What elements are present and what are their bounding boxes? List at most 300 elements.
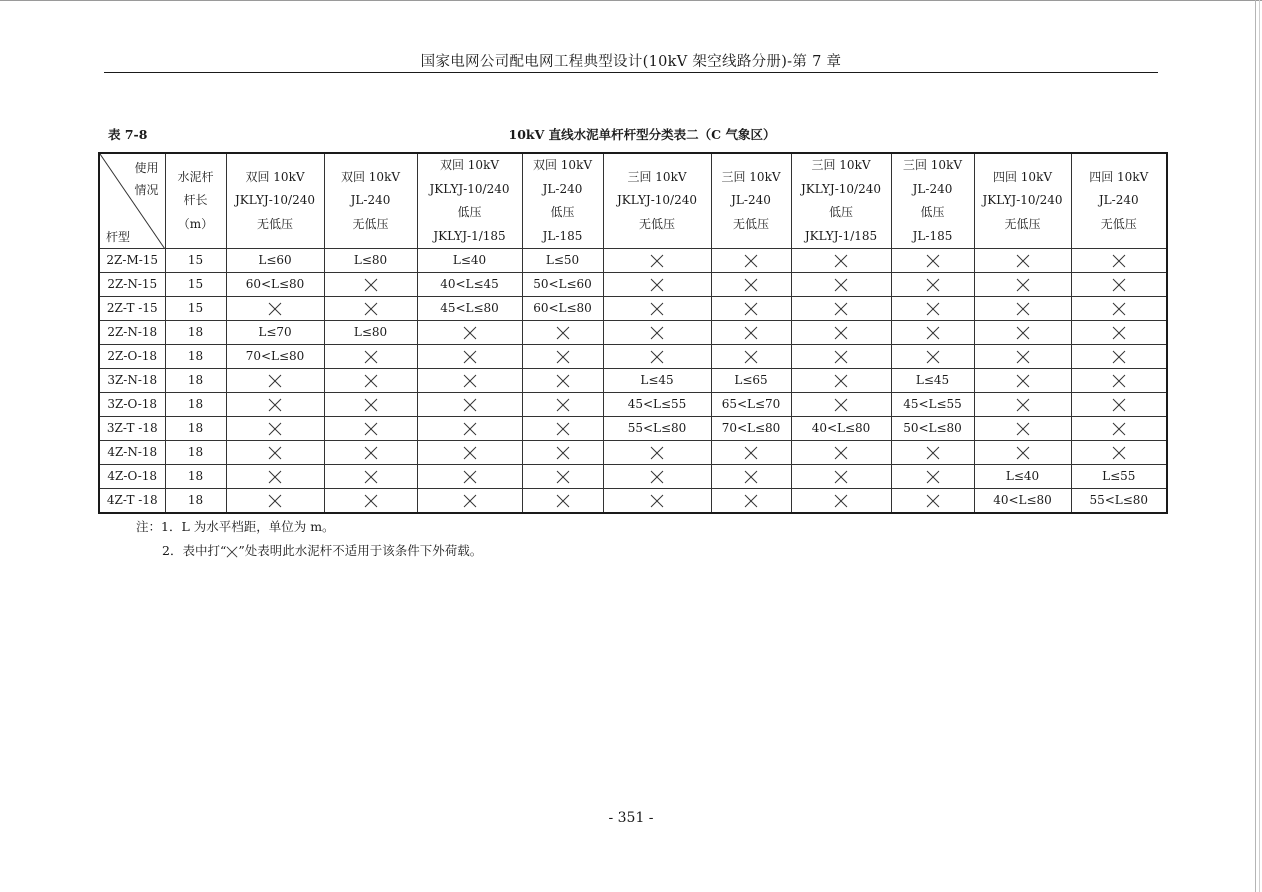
not-applicable-icon: [556, 326, 570, 340]
not-applicable-icon: [744, 254, 758, 268]
not-applicable-icon: [463, 350, 477, 364]
not-applicable-icon: [744, 278, 758, 292]
not-applicable-mark: [463, 397, 477, 411]
span-limit-cell: [603, 441, 711, 465]
not-applicable-icon: [463, 374, 477, 388]
span-limit-cell: [1071, 393, 1167, 417]
not-applicable-icon: [650, 278, 664, 292]
pole-type-cell: 3Z-O-18: [99, 393, 165, 417]
span-limit-cell: L≤80: [324, 321, 417, 345]
not-applicable-icon: [364, 398, 378, 412]
not-applicable-mark: [926, 445, 940, 459]
not-applicable-icon: [364, 446, 378, 460]
not-applicable-mark: [834, 325, 848, 339]
note-1: 注：1．L 为水平档距，单位为 m。: [136, 519, 335, 534]
not-applicable-icon: [834, 278, 848, 292]
not-applicable-mark: [364, 301, 378, 315]
span-limit-cell: [891, 489, 974, 514]
not-applicable-icon: [463, 494, 477, 508]
pole-type-cell: 4Z-O-18: [99, 465, 165, 489]
span-limit-cell: 55<L≤80: [603, 417, 711, 441]
not-applicable-mark: [926, 301, 940, 315]
not-applicable-mark: [1112, 349, 1126, 363]
not-applicable-icon: [744, 494, 758, 508]
not-applicable-icon: [744, 470, 758, 484]
not-applicable-mark: [556, 493, 570, 507]
not-applicable-mark: [463, 373, 477, 387]
not-applicable-icon: [834, 326, 848, 340]
span-limit-cell: 60<L≤80: [522, 297, 603, 321]
span-limit-cell: [974, 249, 1071, 273]
span-limit-cell: [324, 273, 417, 297]
page-header: 国家电网公司配电网工程典型设计(10kV 架空线路分册)-第 7 章: [420, 54, 842, 70]
not-applicable-mark: [463, 421, 477, 435]
span-limit-cell: [974, 393, 1071, 417]
column-header-4: 双回 10kV JKLYJ-10/240 低压 JKLYJ-1/185: [417, 153, 522, 249]
not-applicable-mark: [744, 253, 758, 267]
span-limit-cell: [1071, 345, 1167, 369]
span-limit-cell: [324, 441, 417, 465]
not-applicable-mark: [744, 277, 758, 291]
span-limit-cell: [891, 273, 974, 297]
column-header-5: 双回 10kV JL-240 低压 JL-185: [522, 153, 603, 249]
page-frame-right: [1255, 0, 1256, 892]
span-limit-cell: 40<L≤80: [791, 417, 891, 441]
span-limit-cell: [324, 369, 417, 393]
pole-type-cell: 4Z-T -18: [99, 489, 165, 514]
span-limit-cell: L≤70: [226, 321, 324, 345]
pole-length-cell: 18: [165, 345, 226, 369]
not-applicable-icon: [463, 398, 477, 412]
not-applicable-mark: [1016, 325, 1030, 339]
span-limit-cell: [522, 441, 603, 465]
table-row: [99, 441, 1167, 465]
not-applicable-mark: [744, 349, 758, 363]
span-limit-cell: [974, 321, 1071, 345]
not-applicable-mark: [268, 301, 282, 315]
not-applicable-icon: [834, 446, 848, 460]
span-limit-cell: [791, 369, 891, 393]
not-applicable-mark: [650, 349, 664, 363]
span-limit-cell: [791, 345, 891, 369]
not-applicable-icon: [926, 254, 940, 268]
not-applicable-icon: [1112, 398, 1126, 412]
not-applicable-icon: [834, 350, 848, 364]
pole-length-cell: 18: [165, 393, 226, 417]
not-applicable-icon: [926, 446, 940, 460]
pole-type-cell: 2Z-N-15: [99, 273, 165, 297]
not-applicable-mark: [1016, 421, 1030, 435]
span-limit-cell: [324, 393, 417, 417]
span-limit-cell: [974, 369, 1071, 393]
span-limit-cell: [1071, 249, 1167, 273]
span-limit-cell: [522, 417, 603, 441]
not-applicable-mark: [268, 421, 282, 435]
not-applicable-icon: [1112, 422, 1126, 436]
not-applicable-icon: [1016, 350, 1030, 364]
not-applicable-icon: [926, 470, 940, 484]
span-limit-cell: [791, 273, 891, 297]
not-applicable-icon: [556, 398, 570, 412]
not-applicable-icon: [650, 350, 664, 364]
table-header-row: [99, 153, 1167, 249]
not-applicable-icon: [1016, 374, 1030, 388]
not-applicable-mark: [556, 445, 570, 459]
page-frame-top: [0, 0, 1262, 1]
not-applicable-mark: [834, 253, 848, 267]
span-limit-cell: [324, 345, 417, 369]
not-applicable-mark: [364, 373, 378, 387]
not-applicable-icon: [1112, 278, 1126, 292]
not-applicable-mark: [364, 421, 378, 435]
corner-top-label: 使用 情况: [134, 161, 159, 197]
span-limit-cell: [522, 369, 603, 393]
not-applicable-icon: [1112, 302, 1126, 316]
not-applicable-mark: [650, 253, 664, 267]
span-limit-cell: [603, 345, 711, 369]
span-limit-cell: [226, 441, 324, 465]
column-header-1: 水泥杆 杆长 （m）: [165, 153, 226, 249]
span-limit-cell: [711, 489, 791, 514]
not-applicable-icon: [744, 302, 758, 316]
not-applicable-icon: [834, 302, 848, 316]
span-limit-cell: [974, 273, 1071, 297]
not-applicable-icon: [364, 278, 378, 292]
not-applicable-mark: [834, 397, 848, 411]
not-applicable-mark: [1016, 373, 1030, 387]
not-applicable-mark: [463, 349, 477, 363]
pole-length-cell: 18: [165, 441, 226, 465]
pole-classification-table: [98, 152, 1168, 514]
not-applicable-icon: [268, 494, 282, 508]
not-applicable-icon: [556, 374, 570, 388]
table-row: [99, 321, 1167, 345]
not-applicable-mark: [834, 349, 848, 363]
not-applicable-mark: [1016, 301, 1030, 315]
not-applicable-mark: [364, 397, 378, 411]
not-applicable-icon: [364, 494, 378, 508]
span-limit-cell: [522, 489, 603, 514]
not-applicable-icon: [463, 422, 477, 436]
table-row: [99, 273, 1167, 297]
not-applicable-mark: [268, 469, 282, 483]
not-applicable-icon: [268, 398, 282, 412]
not-applicable-mark: [834, 469, 848, 483]
column-header-6: 三回 10kV JKLYJ-10/240 无低压: [603, 153, 711, 249]
not-applicable-mark: [463, 493, 477, 507]
span-limit-cell: [1071, 321, 1167, 345]
table-row: [99, 297, 1167, 321]
span-limit-cell: [417, 321, 522, 345]
not-applicable-mark: [1016, 445, 1030, 459]
span-limit-cell: [522, 321, 603, 345]
table-row: [99, 489, 1167, 514]
span-limit-cell: [974, 417, 1071, 441]
pole-length-cell: 15: [165, 249, 226, 273]
not-applicable-mark: [650, 445, 664, 459]
not-applicable-icon: [556, 446, 570, 460]
not-applicable-mark: [1016, 397, 1030, 411]
span-limit-cell: [226, 369, 324, 393]
not-applicable-mark: [744, 493, 758, 507]
table-row: [99, 417, 1167, 441]
not-applicable-icon: [744, 446, 758, 460]
not-applicable-mark: [1016, 277, 1030, 291]
span-limit-cell: [791, 297, 891, 321]
not-applicable-mark: [268, 373, 282, 387]
not-applicable-mark: [364, 445, 378, 459]
pole-length-cell: 18: [165, 465, 226, 489]
pole-type-cell: 2Z-M-15: [99, 249, 165, 273]
span-limit-cell: [1071, 417, 1167, 441]
span-limit-cell: 55<L≤80: [1071, 489, 1167, 514]
pole-length-cell: 18: [165, 489, 226, 514]
span-limit-cell: [1071, 441, 1167, 465]
table-notes: [136, 515, 482, 563]
not-applicable-icon: [834, 374, 848, 388]
pole-length-cell: 18: [165, 417, 226, 441]
span-limit-cell: 70<L≤80: [226, 345, 324, 369]
table-row: [99, 249, 1167, 273]
not-applicable-icon: [744, 350, 758, 364]
not-applicable-mark: [834, 277, 848, 291]
column-header-9: 三回 10kV JL-240 低压 JL-185: [891, 153, 974, 249]
span-limit-cell: [417, 441, 522, 465]
table-row: [99, 345, 1167, 369]
not-applicable-icon: [834, 254, 848, 268]
pole-type-cell: 2Z-N-18: [99, 321, 165, 345]
not-applicable-icon: [1112, 374, 1126, 388]
span-limit-cell: [711, 345, 791, 369]
not-applicable-mark: [834, 445, 848, 459]
table-row: [99, 465, 1167, 489]
not-applicable-mark: [1112, 397, 1126, 411]
not-applicable-icon: [463, 326, 477, 340]
span-limit-cell: [324, 465, 417, 489]
note-x-mark: [226, 543, 238, 558]
not-applicable-mark: [744, 301, 758, 315]
page-number: - 351 -: [608, 810, 654, 826]
corner-header-cell: [99, 153, 165, 249]
not-applicable-icon: [1112, 350, 1126, 364]
not-applicable-icon: [268, 302, 282, 316]
not-applicable-mark: [1112, 325, 1126, 339]
span-limit-cell: [1071, 369, 1167, 393]
span-limit-cell: [711, 441, 791, 465]
column-header-3: 双回 10kV JL-240 无低压: [324, 153, 417, 249]
not-applicable-mark: [1112, 277, 1126, 291]
not-applicable-icon: [364, 302, 378, 316]
pole-length-cell: 18: [165, 369, 226, 393]
not-applicable-mark: [1016, 253, 1030, 267]
not-applicable-icon: [1016, 446, 1030, 460]
table-row: [99, 393, 1167, 417]
not-applicable-mark: [744, 325, 758, 339]
span-limit-cell: [522, 393, 603, 417]
not-applicable-mark: [1112, 253, 1126, 267]
span-limit-cell: [324, 417, 417, 441]
not-applicable-mark: [926, 325, 940, 339]
corner-bottom-label: 杆型: [106, 230, 131, 245]
not-applicable-icon: [1112, 446, 1126, 460]
span-limit-cell: [891, 465, 974, 489]
pole-type-cell: 4Z-N-18: [99, 441, 165, 465]
span-limit-cell: [791, 393, 891, 417]
table-number: 表 7-8: [108, 127, 148, 142]
span-limit-cell: 40<L≤45: [417, 273, 522, 297]
span-limit-cell: [417, 393, 522, 417]
column-header-2: 双回 10kV JKLYJ-10/240 无低压: [226, 153, 324, 249]
not-applicable-mark: [650, 469, 664, 483]
not-applicable-mark: [556, 421, 570, 435]
not-applicable-icon: [1016, 302, 1030, 316]
span-limit-cell: [1071, 273, 1167, 297]
not-applicable-mark: [834, 493, 848, 507]
pole-type-cell: 2Z-T -15: [99, 297, 165, 321]
column-header-11: 四回 10kV JL-240 无低压: [1071, 153, 1167, 249]
not-applicable-mark: [463, 445, 477, 459]
not-applicable-icon: [364, 374, 378, 388]
not-applicable-mark: [650, 493, 664, 507]
span-limit-cell: [522, 465, 603, 489]
span-limit-cell: [226, 393, 324, 417]
not-applicable-icon: [463, 470, 477, 484]
not-applicable-mark: [926, 493, 940, 507]
not-applicable-mark: [650, 301, 664, 315]
span-limit-cell: [603, 489, 711, 514]
not-applicable-mark: [364, 469, 378, 483]
span-limit-cell: [791, 465, 891, 489]
not-applicable-mark: [926, 277, 940, 291]
span-limit-cell: [791, 441, 891, 465]
pole-length-cell: 15: [165, 297, 226, 321]
span-limit-cell: [603, 249, 711, 273]
span-limit-cell: [417, 369, 522, 393]
not-applicable-icon: [268, 446, 282, 460]
span-limit-cell: [603, 465, 711, 489]
not-applicable-icon: [1016, 326, 1030, 340]
not-applicable-mark: [556, 397, 570, 411]
span-limit-cell: [711, 321, 791, 345]
not-applicable-mark: [1112, 373, 1126, 387]
not-applicable-icon: [364, 470, 378, 484]
span-limit-cell: [417, 465, 522, 489]
not-applicable-mark: [364, 277, 378, 291]
not-applicable-icon: [226, 546, 238, 558]
not-applicable-icon: [650, 446, 664, 460]
span-limit-cell: 45<L≤55: [891, 393, 974, 417]
span-limit-cell: [974, 345, 1071, 369]
not-applicable-icon: [926, 278, 940, 292]
table-body: [99, 249, 1167, 514]
span-limit-cell: L≤50: [522, 249, 603, 273]
not-applicable-icon: [268, 374, 282, 388]
span-limit-cell: L≤45: [891, 369, 974, 393]
column-header-8: 三回 10kV JKLYJ-10/240 低压 JKLYJ-1/185: [791, 153, 891, 249]
not-applicable-icon: [1112, 326, 1126, 340]
span-limit-cell: [226, 465, 324, 489]
not-applicable-mark: [650, 277, 664, 291]
span-limit-cell: 50<L≤60: [522, 273, 603, 297]
pole-type-cell: 3Z-T -18: [99, 417, 165, 441]
span-limit-cell: [226, 489, 324, 514]
span-limit-cell: 45<L≤55: [603, 393, 711, 417]
not-applicable-icon: [650, 254, 664, 268]
not-applicable-mark: [268, 397, 282, 411]
span-limit-cell: [603, 321, 711, 345]
span-limit-cell: [791, 249, 891, 273]
header-rule: [104, 72, 1158, 73]
span-limit-cell: [791, 489, 891, 514]
not-applicable-icon: [1112, 254, 1126, 268]
span-limit-cell: 70<L≤80: [711, 417, 791, 441]
span-limit-cell: [324, 297, 417, 321]
not-applicable-mark: [364, 493, 378, 507]
not-applicable-mark: [1112, 421, 1126, 435]
span-limit-cell: [791, 321, 891, 345]
span-limit-cell: [603, 297, 711, 321]
span-limit-cell: [891, 441, 974, 465]
not-applicable-mark: [268, 445, 282, 459]
not-applicable-mark: [364, 349, 378, 363]
not-applicable-icon: [744, 326, 758, 340]
not-applicable-icon: [556, 350, 570, 364]
not-applicable-icon: [834, 494, 848, 508]
not-applicable-icon: [650, 326, 664, 340]
not-applicable-icon: [650, 470, 664, 484]
span-limit-cell: [891, 249, 974, 273]
span-limit-cell: [226, 417, 324, 441]
not-applicable-mark: [1112, 301, 1126, 315]
span-limit-cell: L≤80: [324, 249, 417, 273]
not-applicable-mark: [744, 469, 758, 483]
not-applicable-mark: [463, 325, 477, 339]
span-limit-cell: L≤65: [711, 369, 791, 393]
span-limit-cell: L≤40: [974, 465, 1071, 489]
pole-length-cell: 15: [165, 273, 226, 297]
not-applicable-icon: [1016, 398, 1030, 412]
span-limit-cell: L≤40: [417, 249, 522, 273]
span-limit-cell: [711, 465, 791, 489]
not-applicable-icon: [364, 422, 378, 436]
span-limit-cell: [417, 417, 522, 441]
not-applicable-mark: [1112, 445, 1126, 459]
not-applicable-icon: [1016, 422, 1030, 436]
span-limit-cell: 50<L≤80: [891, 417, 974, 441]
not-applicable-icon: [926, 350, 940, 364]
span-limit-cell: 40<L≤80: [974, 489, 1071, 514]
span-limit-cell: [711, 273, 791, 297]
not-applicable-mark: [463, 469, 477, 483]
note-2: 2．表中打“ ”处表明此水泥杆不适用于该条件下外荷载。: [162, 543, 483, 558]
not-applicable-mark: [926, 253, 940, 267]
page-frame-right-inner: [1259, 0, 1260, 892]
not-applicable-icon: [926, 494, 940, 508]
not-applicable-icon: [556, 422, 570, 436]
not-applicable-icon: [926, 302, 940, 316]
not-applicable-mark: [268, 493, 282, 507]
span-limit-cell: [417, 345, 522, 369]
span-limit-cell: [226, 297, 324, 321]
column-header-10: 四回 10kV JKLYJ-10/240 无低压: [974, 153, 1071, 249]
pole-type-cell: 3Z-N-18: [99, 369, 165, 393]
span-limit-cell: [711, 249, 791, 273]
span-limit-cell: [974, 297, 1071, 321]
not-applicable-icon: [926, 326, 940, 340]
not-applicable-mark: [556, 469, 570, 483]
span-limit-cell: [522, 345, 603, 369]
not-applicable-icon: [268, 422, 282, 436]
